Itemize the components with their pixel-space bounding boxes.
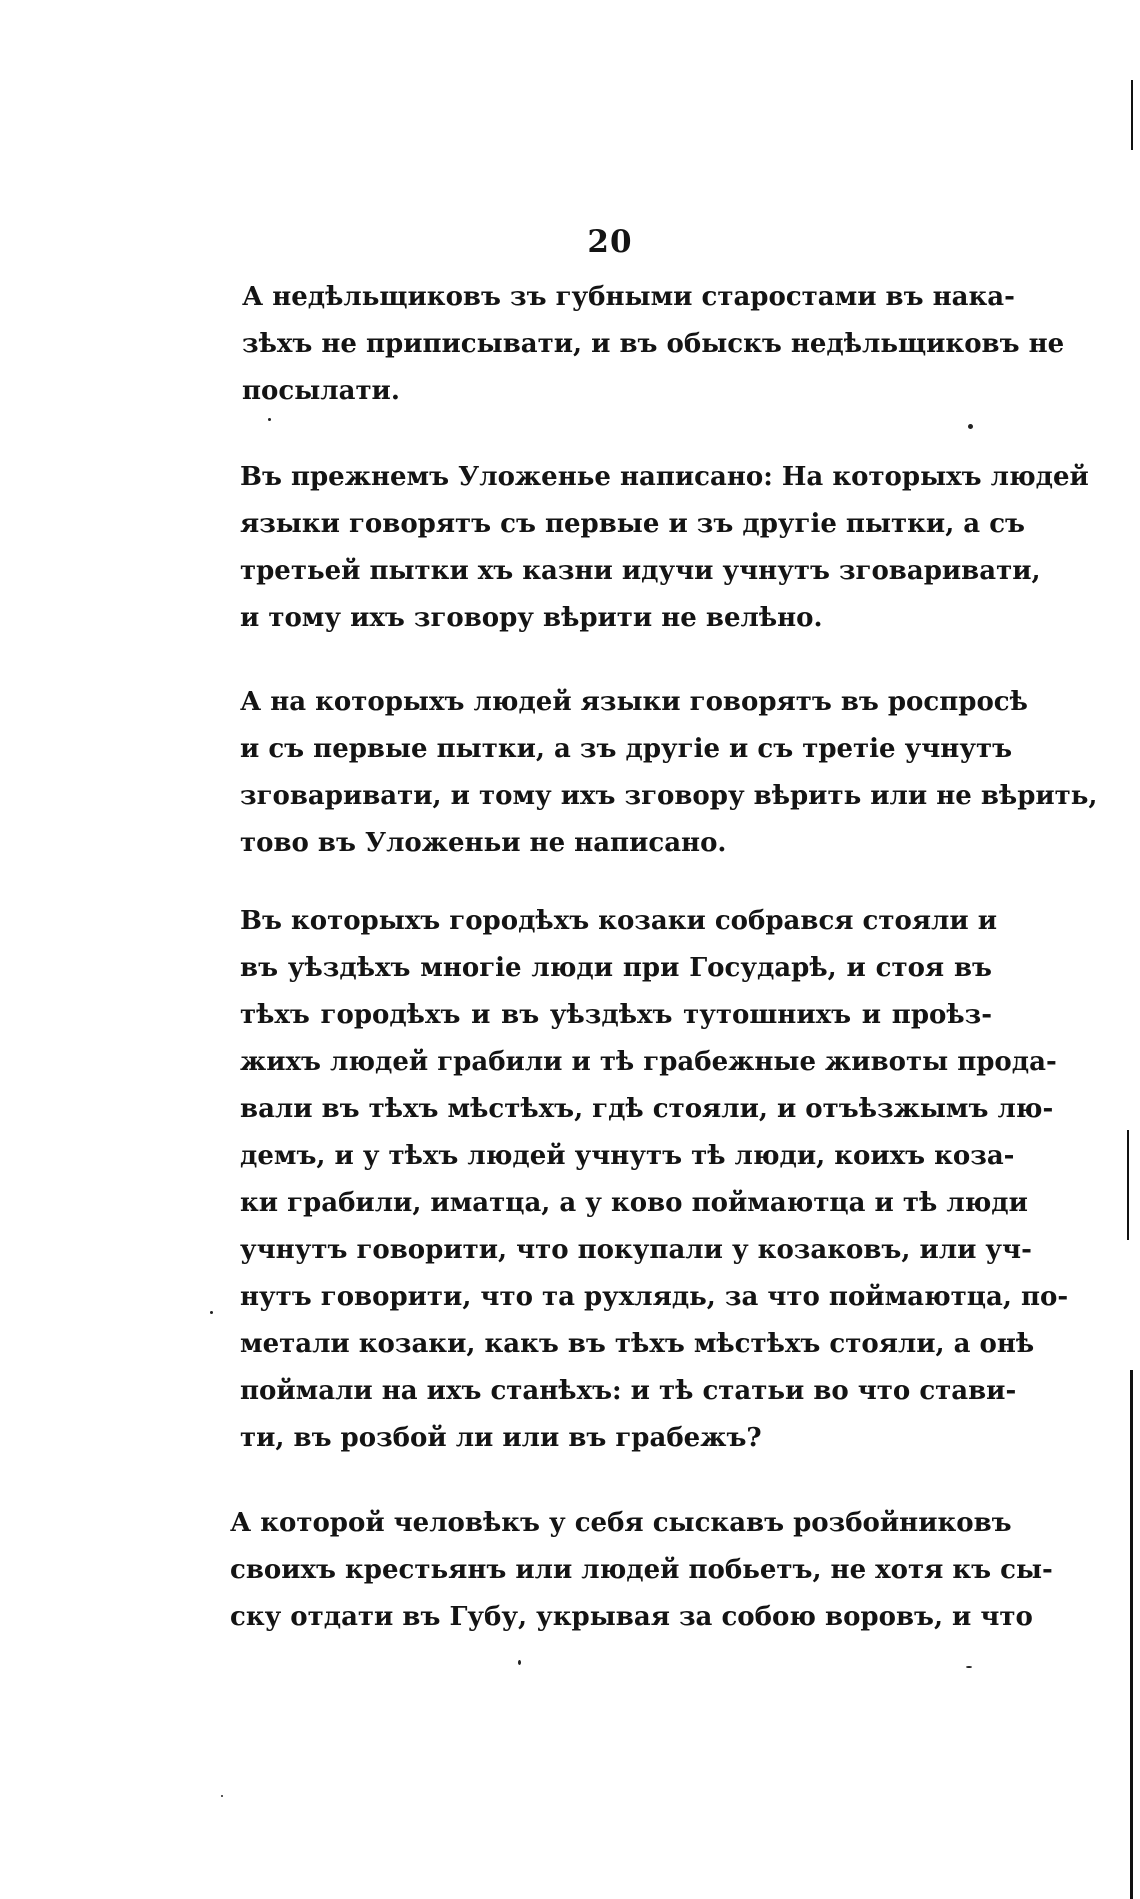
text-line: языки говорятъ съ первые и зъ другіе пытки, а съ <box>240 509 1025 539</box>
text-line: поймали на ихъ станѣхъ: и тѣ статьи во что стави- <box>240 1376 1017 1406</box>
paragraph <box>240 898 1069 1462</box>
page-edge-line <box>1131 80 1133 150</box>
paragraph <box>240 454 1089 642</box>
text-line: зговаривати, и тому ихъ зговору вѣрить или не вѣрить, <box>240 781 1098 811</box>
text-line: вали въ тѣхъ мѣстѣхъ, гдѣ стояли, и отъѣзжымъ лю- <box>240 1094 1054 1124</box>
page-edge-line <box>1130 1370 1133 1899</box>
text-line: и тому ихъ зговору вѣрити не велѣно. <box>240 603 823 633</box>
text-line: ску отдати въ Губу, укрывая за собою воровъ, и что <box>230 1602 1033 1632</box>
text-line: Въ которыхъ городѣхъ козаки собрався стояли и <box>240 906 997 936</box>
page-number: 20 <box>587 224 633 260</box>
scan-speck <box>268 418 271 421</box>
text-line: ти, въ розбой ли или въ грабежъ? <box>240 1423 762 1453</box>
text-line: учнутъ говорити, что покупали у козаковъ, или уч- <box>240 1235 1032 1265</box>
paragraph <box>240 679 1098 867</box>
text-line: посылати. <box>242 376 400 406</box>
text-line: нутъ говорити, что та рухлядь, за что поймаютца, по- <box>240 1282 1069 1312</box>
text-line: третьей пытки хъ казни идучи учнутъ зговаривати, <box>240 556 1041 586</box>
text-line: метали козаки, какъ въ тѣхъ мѣстѣхъ стояли, а онѣ <box>240 1329 1035 1359</box>
text-line: тово въ Уложеньи не написано. <box>240 828 727 858</box>
text-line: въ уѣздѣхъ многіе люди при Государѣ, и стоя въ <box>240 953 992 983</box>
text-line: ки грабили, иматца, а у ково поймаютца и тѣ люди <box>240 1188 1028 1218</box>
paragraph <box>242 274 1065 415</box>
text-line: А которой человѣкъ у себя сыскавъ розбойниковъ <box>230 1508 1012 1538</box>
text-line: А недѣльщиковъ зъ губными старостами въ нака- <box>242 282 1015 312</box>
text-line: тѣхъ городѣхъ и въ уѣздѣхъ тутошнихъ и проѣз- <box>240 1000 992 1030</box>
paragraph <box>230 1500 1053 1641</box>
text-line: зѣхъ не приписывати, и въ обыскъ недѣльщиковъ не <box>242 329 1065 359</box>
text-line: своихъ крестьянъ или людей побьетъ, не хотя къ сы- <box>230 1555 1053 1585</box>
text-line: А на которыхъ людей языки говорятъ въ роспросѣ <box>240 687 1028 717</box>
text-line: и съ первые пытки, а зъ другіе и съ третіе учнутъ <box>240 734 1013 764</box>
scan-speck <box>221 1795 223 1797</box>
text-line: демъ, и у тѣхъ людей учнутъ тѣ люди, коихъ коза- <box>240 1141 1015 1171</box>
scan-speck <box>968 424 973 429</box>
page-edge-line <box>1127 1130 1129 1240</box>
scan-speck <box>210 1311 213 1314</box>
text-line: жихъ людей грабили и тѣ грабежные животы прода- <box>240 1047 1057 1077</box>
scan-speck <box>518 1660 521 1665</box>
scan-speck <box>966 1666 972 1668</box>
text-line: Въ прежнемъ Уложенье написано: На которыхъ людей <box>240 462 1089 492</box>
